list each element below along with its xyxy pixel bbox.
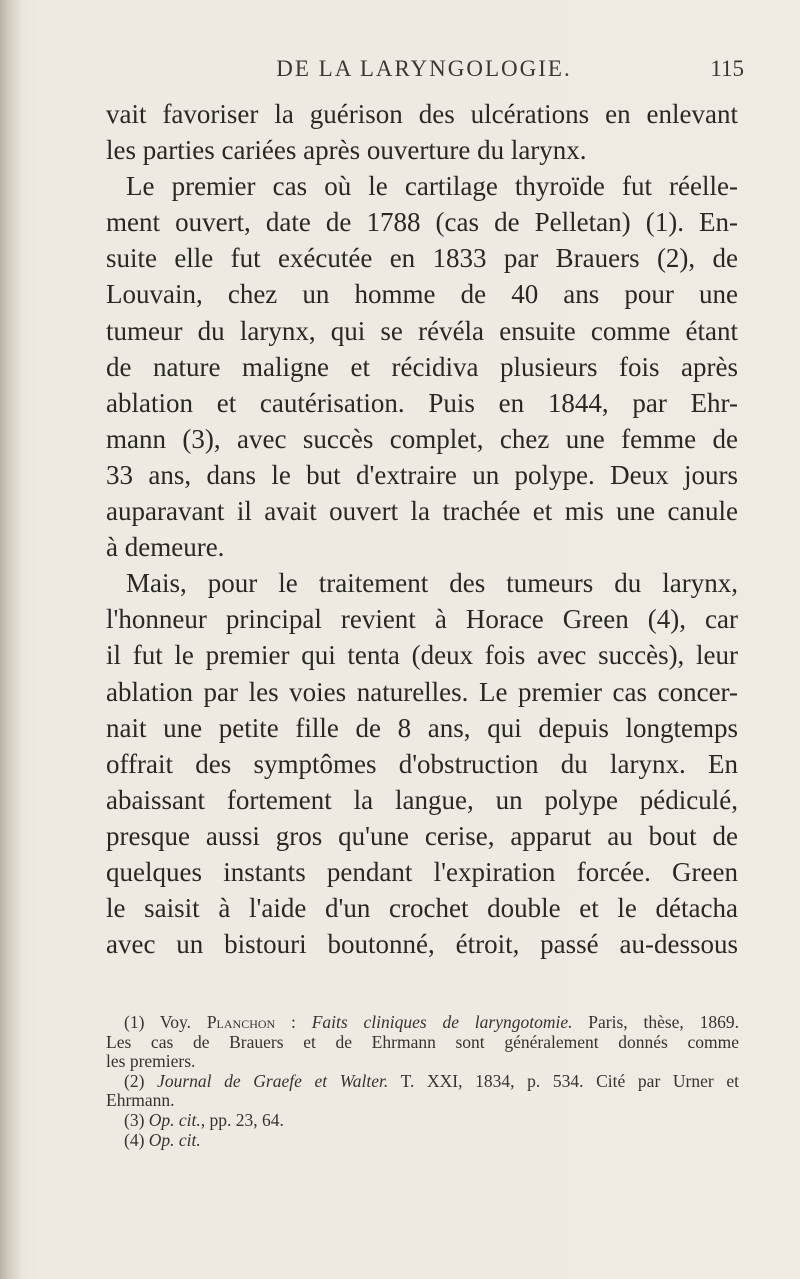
text-line: quelques instants pendant l'expiration forcée. Green <box>106 856 738 887</box>
footnote-3 <box>106 1111 739 1131</box>
footnote-text: (4) <box>124 1129 149 1150</box>
footnote-text: T. XXI, 1834, p. 534. Cité par Urner et <box>388 1070 739 1091</box>
body-text <box>106 96 738 962</box>
footnote-text: : <box>275 1012 312 1032</box>
page-number: 115 <box>710 56 744 81</box>
footnote-text: pp. 23, 64. <box>205 1109 284 1130</box>
text-line: ablation et cautérisation. Puis en 1844, par Ehr- <box>106 387 738 418</box>
text-line: ment ouvert, date de 1788 (cas de Pelletan) (1). En- <box>106 207 738 238</box>
footnote-text: (2) <box>124 1070 158 1091</box>
text-line: à demeure. <box>106 532 225 563</box>
footnotes <box>106 1013 739 1150</box>
footnote-1-cont: Les cas de Brauers et de Ehrmann sont généralement donnés comme <box>106 1031 739 1052</box>
footnote-2 <box>106 1072 739 1092</box>
footnote-title: Journal de Graefe et Walter. <box>157 1070 389 1091</box>
text-line: de nature maligne et récidiva plusieurs fois après <box>106 351 738 382</box>
text-line: Le premier cas où le cartilage thyroïde fut réelle- <box>126 171 738 202</box>
running-head <box>104 56 744 90</box>
text-line: offrait des symptômes d'obstruction du larynx. En <box>106 748 738 779</box>
footnote-title: Op. cit., <box>148 1109 206 1130</box>
footnote-1-cont: les premiers. <box>106 1051 196 1072</box>
footnote-text: (3) <box>124 1109 149 1130</box>
footnote-author: Planchon <box>206 1012 276 1032</box>
text-line: auparavant il avait ouvert la trachée et mis une canule <box>106 496 738 527</box>
text-line: avec un bistouri boutonné, étroit, passé au-dessous <box>106 929 738 960</box>
text-line: mann (3), avec succès complet, chez une femme de <box>106 423 738 454</box>
text-line: suite elle fut exécutée en 1833 par Brauers (2), de <box>106 243 738 274</box>
text-line: Louvain, chez un homme de 40 ans pour une <box>106 279 738 310</box>
running-title: DE LA LARYNGOLOGIE. <box>276 56 572 81</box>
text-line: le saisit à l'aide d'un crochet double et le détacha <box>106 893 738 924</box>
footnote-2-cont: Ehrmann. <box>106 1090 175 1111</box>
text-line: les parties cariées après ouverture du larynx. <box>106 135 587 166</box>
text-line: vait favoriser la guérison des ulcérations en enlevant <box>106 99 738 129</box>
text-line: il fut le premier qui tenta (deux fois avec succès), leur <box>106 640 738 671</box>
footnote-text: Paris, thèse, 1869. <box>572 1012 739 1032</box>
binding-gutter <box>0 0 22 1279</box>
footnote-1 <box>106 1013 739 1033</box>
text-line: abaissant fortement la langue, un polype pédiculé, <box>106 784 738 815</box>
footnote-title: Op. cit. <box>148 1129 201 1150</box>
footnote-title: Faits cliniques de laryngotomie. <box>311 1012 573 1032</box>
text-line: ablation par les voies naturelles. Le premier cas concer- <box>106 676 738 707</box>
text-line: l'honneur principal revient à Horace Green (4), car <box>106 604 738 635</box>
text-line: 33 ans, dans le but d'extraire un polype. Deux jours <box>106 459 738 490</box>
text-line: tumeur du larynx, qui se révéla ensuite comme étant <box>106 315 738 346</box>
text-line: Mais, pour le traitement des tumeurs du larynx, <box>126 568 738 599</box>
footnote-text: (1) Voy. <box>124 1012 207 1032</box>
footnote-4 <box>106 1131 739 1151</box>
text-line: nait une petite fille de 8 ans, qui depuis longtemps <box>106 712 738 743</box>
text-line: presque aussi gros qu'une cerise, apparut au bout de <box>106 820 738 851</box>
